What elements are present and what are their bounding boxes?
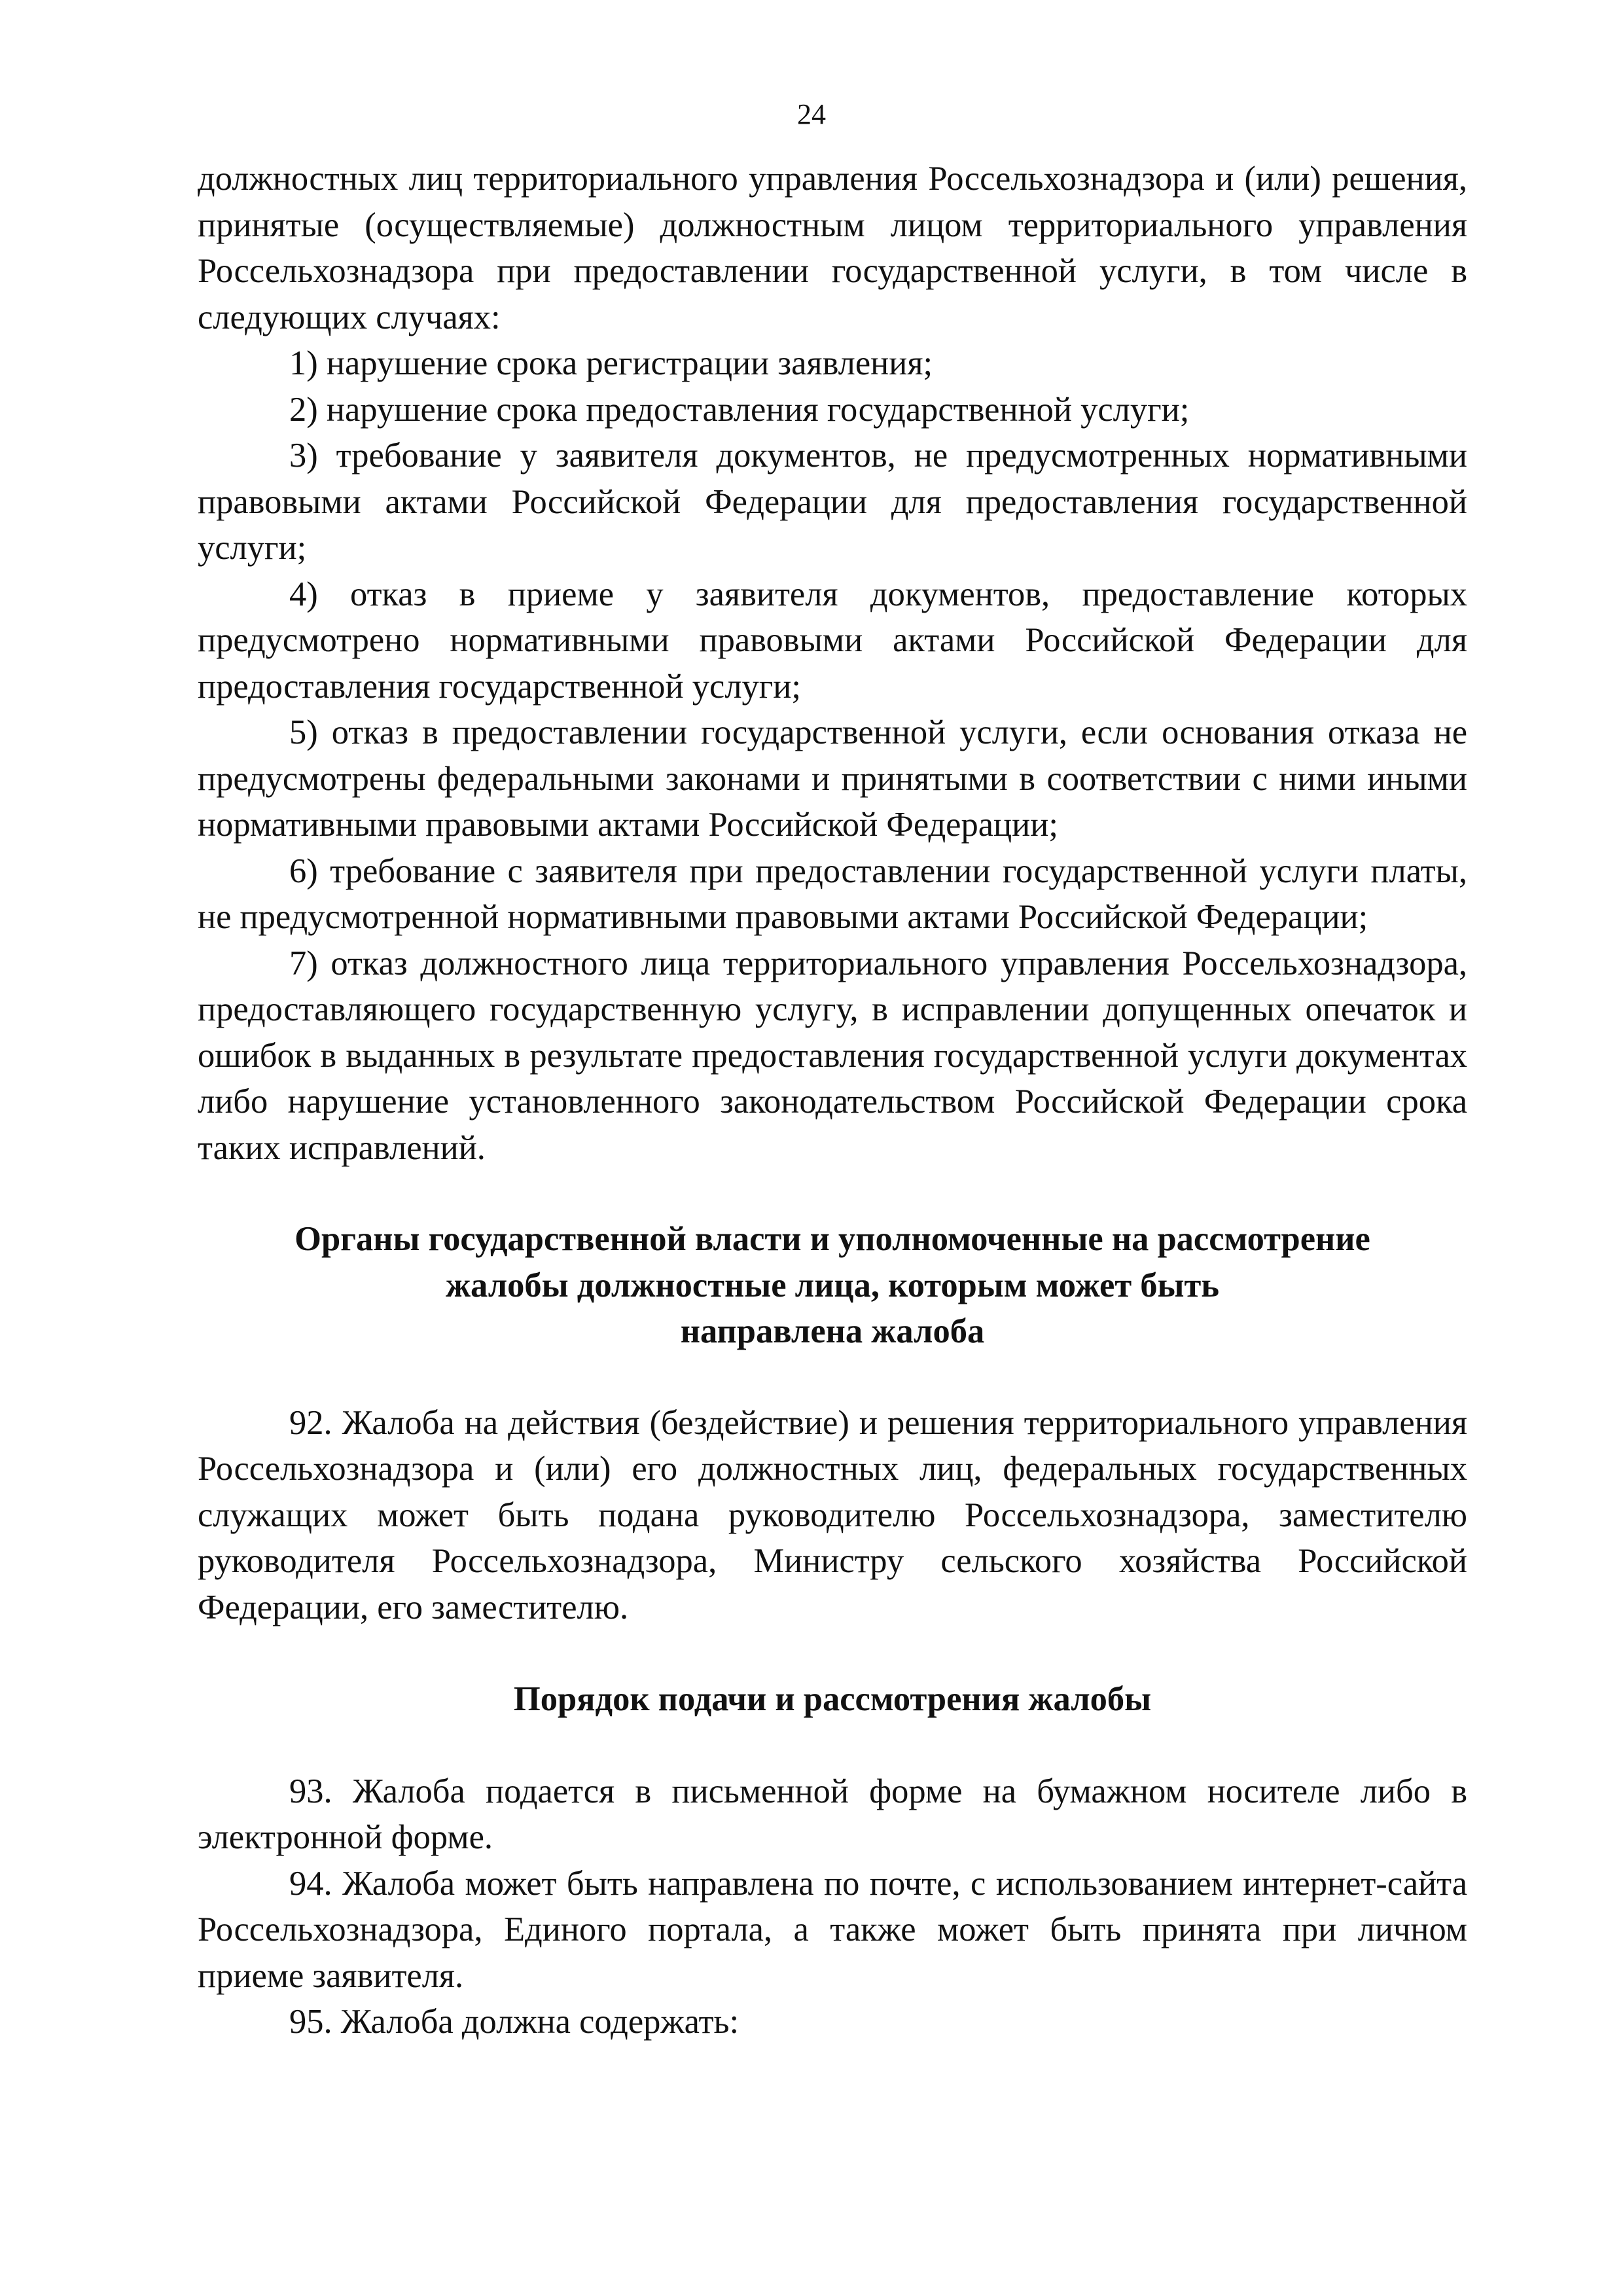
section-spacer — [198, 1723, 1467, 1768]
paragraph-93: 93. Жалоба подается в письменной форме на бумажном носителе либо в электронной форме. — [198, 1772, 1467, 1856]
section-heading-procedure: Порядок подачи и рассмотрения жалобы — [513, 1680, 1152, 1718]
document-body — [198, 156, 1467, 2045]
list-item-5: 5) отказ в предоставлении государственной услуги, если основания отказа не предусмотрены федеральными законами и принятыми в соответствии с ними иными нормативными правовыми актами Российской Федерации; — [198, 713, 1467, 844]
list-item-1: 1) нарушение срока регистрации заявления; — [289, 344, 933, 382]
page-number: 24 — [797, 98, 826, 130]
section-spacer — [198, 1630, 1467, 1676]
section-heading-authorities — [198, 1216, 1467, 1355]
intro-paragraph: должностных лиц территориального управления Россельхознадзора и (или) решения, принятые (осуществляемые) должностным лицом территориального управления Россельхознадзора при предоставлении государственной услуги, в том числе в следующих случаях: — [198, 160, 1467, 336]
list-item-7: 7) отказ должностного лица территориального управления Россельхознадзора, предоставляющего государственную услугу, в исправлении допущенных опечаток и ошибок в выданных в результате предоставления государственной услуги документах либо нарушение установленного законодательством Российской Федерации срока таких исправлений. — [198, 944, 1467, 1167]
section-spacer — [198, 1171, 1467, 1216]
heading-line: направлена жалоба — [680, 1312, 985, 1350]
list-item-2: 2) нарушение срока предоставления государственной услуги; — [289, 390, 1190, 429]
list-item-3: 3) требование у заявителя документов, не предусмотренных нормативными правовыми актами Российской Федерации для предоставления государственной услуги; — [198, 437, 1467, 567]
paragraph-95: 95. Жалоба должна содержать: — [289, 2003, 740, 2041]
heading-line: жалобы должностные лица, которым может быть — [445, 1266, 1220, 1304]
paragraph-94: 94. Жалоба может быть направлена по почте, с использованием интернет-сайта Россельхознадзора, Единого портала, а также может быть принята при личном приеме заявителя. — [198, 1864, 1467, 1995]
list-item-6: 6) требование с заявителя при предоставлении государственной услуги платы, не предусмотренной нормативными правовыми актами Российской Федерации; — [198, 852, 1467, 936]
section-spacer — [198, 1355, 1467, 1400]
list-item-4: 4) отказ в приеме у заявителя документов, предоставление которых предусмотрено нормативными правовыми актами Российской Федерации для предоставления государственной услуги; — [198, 575, 1467, 706]
heading-line: Органы государственной власти и уполномоченные на рассмотрение — [294, 1220, 1370, 1258]
paragraph-92: 92. Жалоба на действия (бездействие) и решения территориального управления Россельхознадзора и (или) его должностных лиц, федеральных государственных служащих может быть подана руководителю Россельхознадзора, заместителю руководителя Россельхознадзора, Министру сельского хозяйства Российской Федерации, его заместителю. — [198, 1403, 1467, 1626]
